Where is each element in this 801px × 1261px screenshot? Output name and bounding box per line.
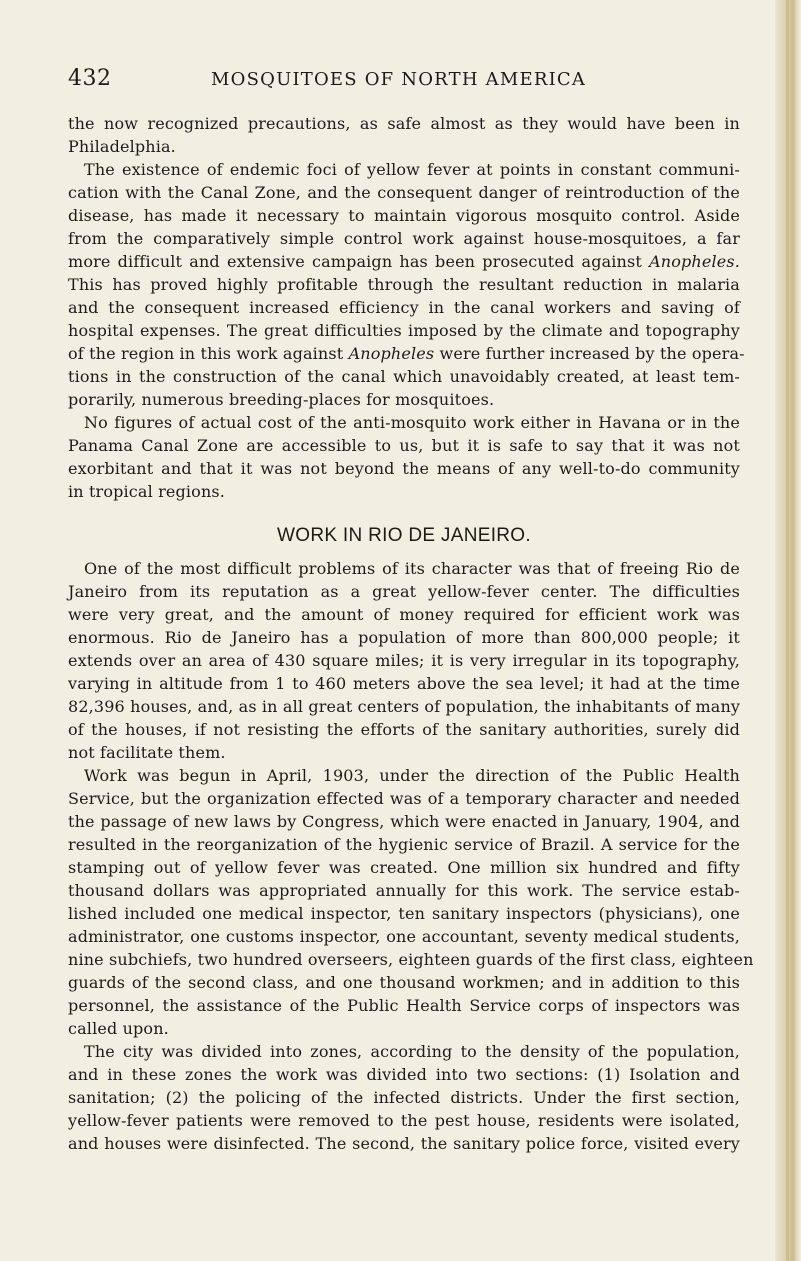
text-line: The existence of endemic foci of yellow fever at points in constant communi- [84, 160, 740, 179]
genus-name: Anopheles. [649, 252, 740, 271]
text-line: called upon. [68, 1019, 169, 1038]
text-line: yellow-fever patients were removed to the pest house, residents were isolated, [68, 1111, 740, 1130]
text-line: varying in altitude from 1 to 460 meters above the sea level; it had at the time [68, 674, 740, 693]
text-line: sanitation; (2) the policing of the infected districts. Under the first section, [68, 1088, 740, 1107]
body-text [68, 112, 754, 1155]
text-line [68, 250, 740, 273]
text-line: personnel, the assistance of the Public Health Service corps of inspectors was [68, 996, 740, 1015]
text-line: lished included one medical inspector, ten sanitary inspectors (physicians), one [68, 904, 740, 923]
text-line: extends over an area of 430 square miles; it is very irregular in its topography, [68, 651, 740, 670]
text-line: 82,396 houses, and, as in all great centers of population, the inhabitants of many [68, 697, 741, 716]
text-line: tions in the construction of the canal which unavoidably created, at least tem- [68, 367, 740, 386]
text-line [68, 342, 745, 365]
text-line: nine subchiefs, two hundred overseers, eighteen guards of the first class, eighteen [68, 950, 754, 969]
page-edge-shadow [786, 0, 789, 1261]
text-line: No figures of actual cost of the anti-mosquito work either in Havana or in the [84, 413, 740, 432]
text-line: disease, has made it necessary to maintain vigorous mosquito control. Aside [68, 206, 740, 225]
text-line: and in these zones the work was divided into two sections: (1) Isolation and [68, 1065, 740, 1084]
text-line: stamping out of yellow fever was created. One million six hundred and fifty [68, 858, 740, 877]
text-line: Janeiro from its reputation as a great yellow-fever center. The difficulties [68, 582, 740, 601]
text-line: Work was begun in April, 1903, under the direction of the Public Health [84, 766, 740, 785]
running-title: MOSQUITOES OF NORTH AMERICA [211, 69, 587, 90]
text-line: guards of the second class, and one thousand workmen; and in addition to this [68, 973, 740, 992]
text-line: the passage of new laws by Congress, which were enacted in January, 1904, and [68, 812, 740, 831]
text-line: porarily, numerous breeding-places for mosquitoes. [68, 390, 495, 409]
text-line: not facilitate them. [68, 743, 226, 762]
text-line: administrator, one customs inspector, one accountant, seventy medical students, [68, 927, 740, 946]
text-line: and houses were disinfected. The second, the sanitary police force, visited every [68, 1134, 740, 1153]
text-line: Philadelphia. [68, 137, 176, 156]
text-line: This has proved highly profitable through the resultant reduction in malaria [68, 275, 740, 294]
text-fragment: more difficult and extensive campaign has been prosecuted against [68, 252, 642, 271]
text-line: thousand dollars was appropriated annually for this work. The service estab- [68, 881, 740, 900]
text-line: hospital expenses. The great difficulties imposed by the climate and topography [68, 321, 740, 340]
text-line: exorbitant and that it was not beyond the means of any well-to-do community [68, 459, 740, 478]
text-line: The city was divided into zones, according to the density of the population, [84, 1042, 740, 1061]
section-heading: WORK IN RIO DE JANEIRO. [277, 525, 531, 546]
text-line: from the comparatively simple control work against house-mosquitoes, a far [68, 229, 740, 248]
text-line: resulted in the reorganization of the hygienic service of Brazil. A service for the [68, 835, 740, 854]
text-fragment: were further increased by the opera- [439, 344, 745, 363]
text-line: and the consequent increased efficiency in the canal workers and saving of [68, 298, 740, 317]
text-line: Service, but the organization effected was of a temporary character and needed [68, 789, 740, 808]
text-line: of the houses, if not resisting the efforts of the sanitary authorities, surely did [68, 720, 740, 739]
text-line: the now recognized precautions, as safe almost as they would have been in [68, 114, 740, 133]
page-number: 432 [68, 66, 112, 91]
text-line: in tropical regions. [68, 482, 225, 501]
text-line: cation with the Canal Zone, and the consequent danger of reintroduction of the [68, 183, 740, 202]
text-line: enormous. Rio de Janeiro has a population of more than 800,000 people; it [68, 628, 740, 647]
text-fragment: of the region in this work against [68, 344, 344, 363]
running-head [68, 66, 748, 96]
text-line: Panama Canal Zone are accessible to us, but it is safe to say that it was not [68, 436, 740, 455]
genus-name: Anopheles [348, 344, 435, 363]
text-line: One of the most difficult problems of its character was that of freeing Rio de [84, 559, 740, 578]
text-line: were very great, and the amount of money required for efficient work was [68, 605, 740, 624]
